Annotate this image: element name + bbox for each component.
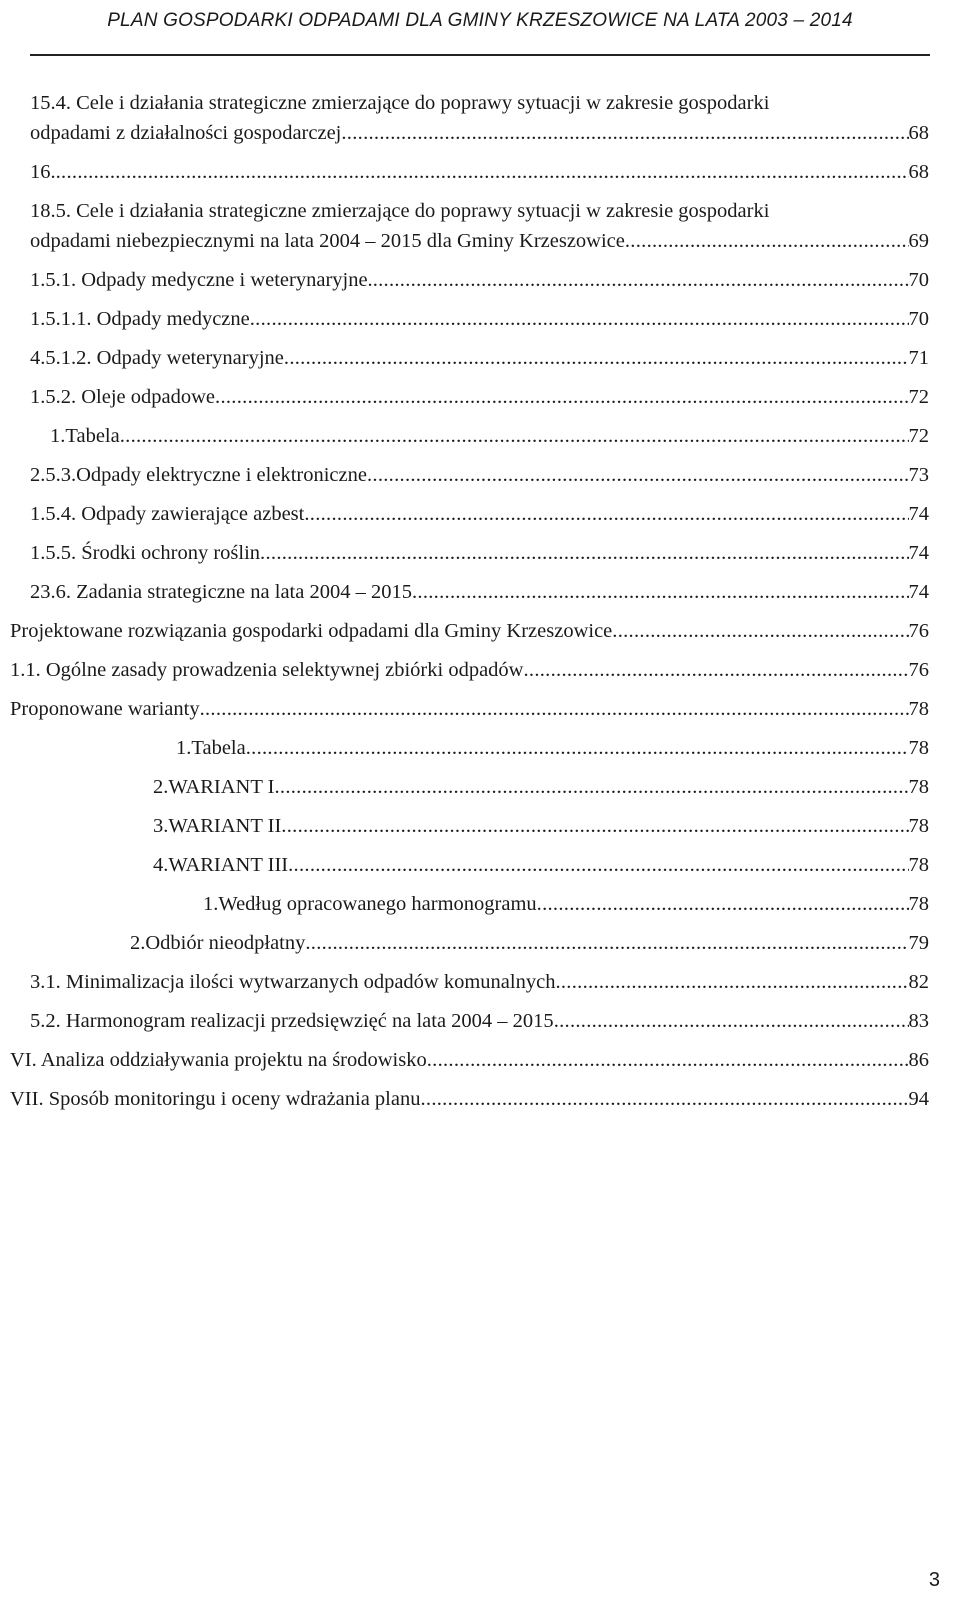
toc-entry-title: 1.5.1. Odpady medyczne i weterynaryjne. xyxy=(30,269,373,291)
toc-entry-page: 73 xyxy=(908,464,929,486)
toc-entry-page: 74 xyxy=(908,581,929,603)
toc-entry-page: 68 xyxy=(908,122,929,144)
toc-entry-title: 2.WARIANT I xyxy=(153,776,275,798)
dot-leader xyxy=(246,733,909,763)
toc-entry-title: Projektowane rozwiązania gospodarki odpadami dla Gminy Krzeszowice xyxy=(10,620,613,642)
dot-leader xyxy=(215,382,908,412)
toc-entry-page: 70 xyxy=(908,269,929,291)
dot-leader xyxy=(555,967,908,997)
toc-entry-page: 79 xyxy=(908,932,929,954)
page-number: 3 xyxy=(928,1569,940,1591)
toc-entry-page: 86 xyxy=(908,1049,929,1071)
dot-leader xyxy=(200,694,909,724)
toc-entry-page: 82 xyxy=(908,971,929,993)
toc-entry-page: 76 xyxy=(908,620,929,642)
toc-entry-page: 78 xyxy=(908,698,929,720)
toc-entry-page: 94 xyxy=(908,1088,929,1110)
toc-entry[interactable] xyxy=(30,499,929,529)
toc-entry-page: 72 xyxy=(908,425,929,447)
toc-entry-title: 1.5.4. Odpady zawierające azbest xyxy=(30,503,305,525)
dot-leader xyxy=(367,460,909,490)
toc-entry-page: 70 xyxy=(908,308,929,330)
toc-entry[interactable] xyxy=(30,343,929,373)
toc-entry-page: 78 xyxy=(908,893,929,915)
toc-entry-title: 1.1. Ogólne zasady prowadzenia selektywnej zbiórki odpadów xyxy=(10,659,524,681)
dot-leader xyxy=(341,118,908,148)
toc-entry-title: 4.5.1.2. Odpady weterynaryjne xyxy=(30,347,284,369)
dot-leader xyxy=(260,538,908,568)
toc-entry-title: 1.5.1.1. Odpady medyczne xyxy=(30,308,250,330)
dot-leader xyxy=(412,577,909,607)
dot-leader xyxy=(284,343,909,373)
toc-entry[interactable] xyxy=(130,928,929,958)
toc-entry-title: 1.5.5. Środki ochrony roślin xyxy=(30,542,261,564)
toc-entry-title: odpadami niebezpiecznymi na lata 2004 – 2015 dla Gminy Krzeszowice xyxy=(30,230,625,252)
toc-entry-title: Proponowane warianty xyxy=(10,698,200,720)
toc-entry[interactable] xyxy=(30,265,929,295)
toc-entry-title: VI. Analiza oddziaływania projektu na środowisko xyxy=(10,1049,427,1071)
toc-entry-page: 83 xyxy=(908,1010,929,1032)
dot-leader xyxy=(288,850,908,880)
toc-entry-page: 78 xyxy=(908,854,929,876)
toc-entry[interactable] xyxy=(153,772,929,802)
toc-entry-title: 23.6. Zadania strategiczne na lata 2004 – 2015 xyxy=(30,581,412,603)
toc-entry-title: 1.5.2. Oleje odpadowe xyxy=(30,386,216,408)
toc-entry[interactable] xyxy=(30,304,929,334)
toc-entry[interactable] xyxy=(10,694,929,724)
dot-leader xyxy=(281,811,908,841)
toc-entry-page: 71 xyxy=(908,347,929,369)
toc-entry[interactable] xyxy=(30,577,929,607)
dot-leader xyxy=(420,1084,908,1114)
toc-entry-page: 72 xyxy=(908,386,929,408)
toc-entry[interactable] xyxy=(30,382,929,412)
dot-leader xyxy=(120,421,909,451)
toc-entry-page: 76 xyxy=(908,659,929,681)
dot-leader xyxy=(373,265,909,295)
toc-entry[interactable] xyxy=(203,889,929,919)
dot-leader xyxy=(537,889,909,919)
toc-entry[interactable] xyxy=(30,226,929,256)
toc-entry-page: 68 xyxy=(908,161,929,183)
toc-entry-page: 74 xyxy=(908,503,929,525)
toc-entry[interactable] xyxy=(30,1006,929,1036)
toc-entry[interactable] xyxy=(10,616,929,646)
toc-entry[interactable] xyxy=(30,460,929,490)
dot-leader xyxy=(625,226,909,256)
toc-entry-title: VII. Sposób monitoringu i oceny wdrażania planu xyxy=(10,1088,421,1110)
toc-entry-title: 16. xyxy=(30,161,56,183)
toc-entry-title: 2.Odbiór nieodpłatny xyxy=(130,932,306,954)
toc-entry[interactable] xyxy=(50,421,929,451)
toc-entry-title: 4.WARIANT III xyxy=(153,854,289,876)
dot-leader xyxy=(304,499,908,529)
toc-entry-page: 78 xyxy=(908,737,929,759)
toc-entry-page: 69 xyxy=(908,230,929,252)
dot-leader xyxy=(523,655,908,685)
toc-entry[interactable] xyxy=(153,850,929,880)
dot-leader xyxy=(612,616,908,646)
toc-entry-title: odpadami z działalności gospodarczej xyxy=(30,122,342,144)
toc-entry-title: 2.5.3.Odpady elektryczne i elektroniczne xyxy=(30,464,367,486)
toc-entry-line: 15.4. Cele i działania strategiczne zmierzające do poprawy sytuacji w zakresie gospodarki xyxy=(30,92,770,114)
toc-entry[interactable] xyxy=(30,538,929,568)
toc-entry-title: 1.Według opracowanego harmonogramu xyxy=(203,893,537,915)
toc-entry-title: 1.Tabela xyxy=(176,737,246,759)
toc-entry[interactable] xyxy=(153,811,929,841)
dot-leader xyxy=(56,157,909,187)
toc-entry-page: 74 xyxy=(908,542,929,564)
toc-entry-title: 3.1. Minimalizacja ilości wytwarzanych odpadów komunalnych xyxy=(30,971,556,993)
dot-leader xyxy=(250,304,909,334)
toc-entry-title: 3.WARIANT II xyxy=(153,815,282,837)
dot-leader xyxy=(427,1045,909,1075)
toc-entry-title: 5.2. Harmonogram realizacji przedsięwzięć na lata 2004 – 2015 xyxy=(30,1010,554,1032)
toc-entry[interactable] xyxy=(30,967,929,997)
toc-entry[interactable] xyxy=(176,733,929,763)
running-header: PLAN GOSPODARKI ODPADAMI DLA GMINY KRZESZOWICE NA LATA 2003 – 2014 xyxy=(30,0,930,56)
toc-entry[interactable] xyxy=(10,1084,929,1114)
toc-entry[interactable] xyxy=(10,655,929,685)
dot-leader xyxy=(554,1006,909,1036)
toc-entry[interactable] xyxy=(10,1045,929,1075)
toc-entry[interactable] xyxy=(30,118,929,148)
toc-entry-title: 1.Tabela xyxy=(50,425,120,447)
toc-entry-page: 78 xyxy=(908,815,929,837)
dot-leader xyxy=(274,772,908,802)
toc-entry[interactable] xyxy=(30,157,929,187)
toc-entry-page: 78 xyxy=(908,776,929,798)
toc-entry-line: 18.5. Cele i działania strategiczne zmierzające do poprawy sytuacji w zakresie gospodarki xyxy=(30,200,770,222)
dot-leader xyxy=(305,928,908,958)
